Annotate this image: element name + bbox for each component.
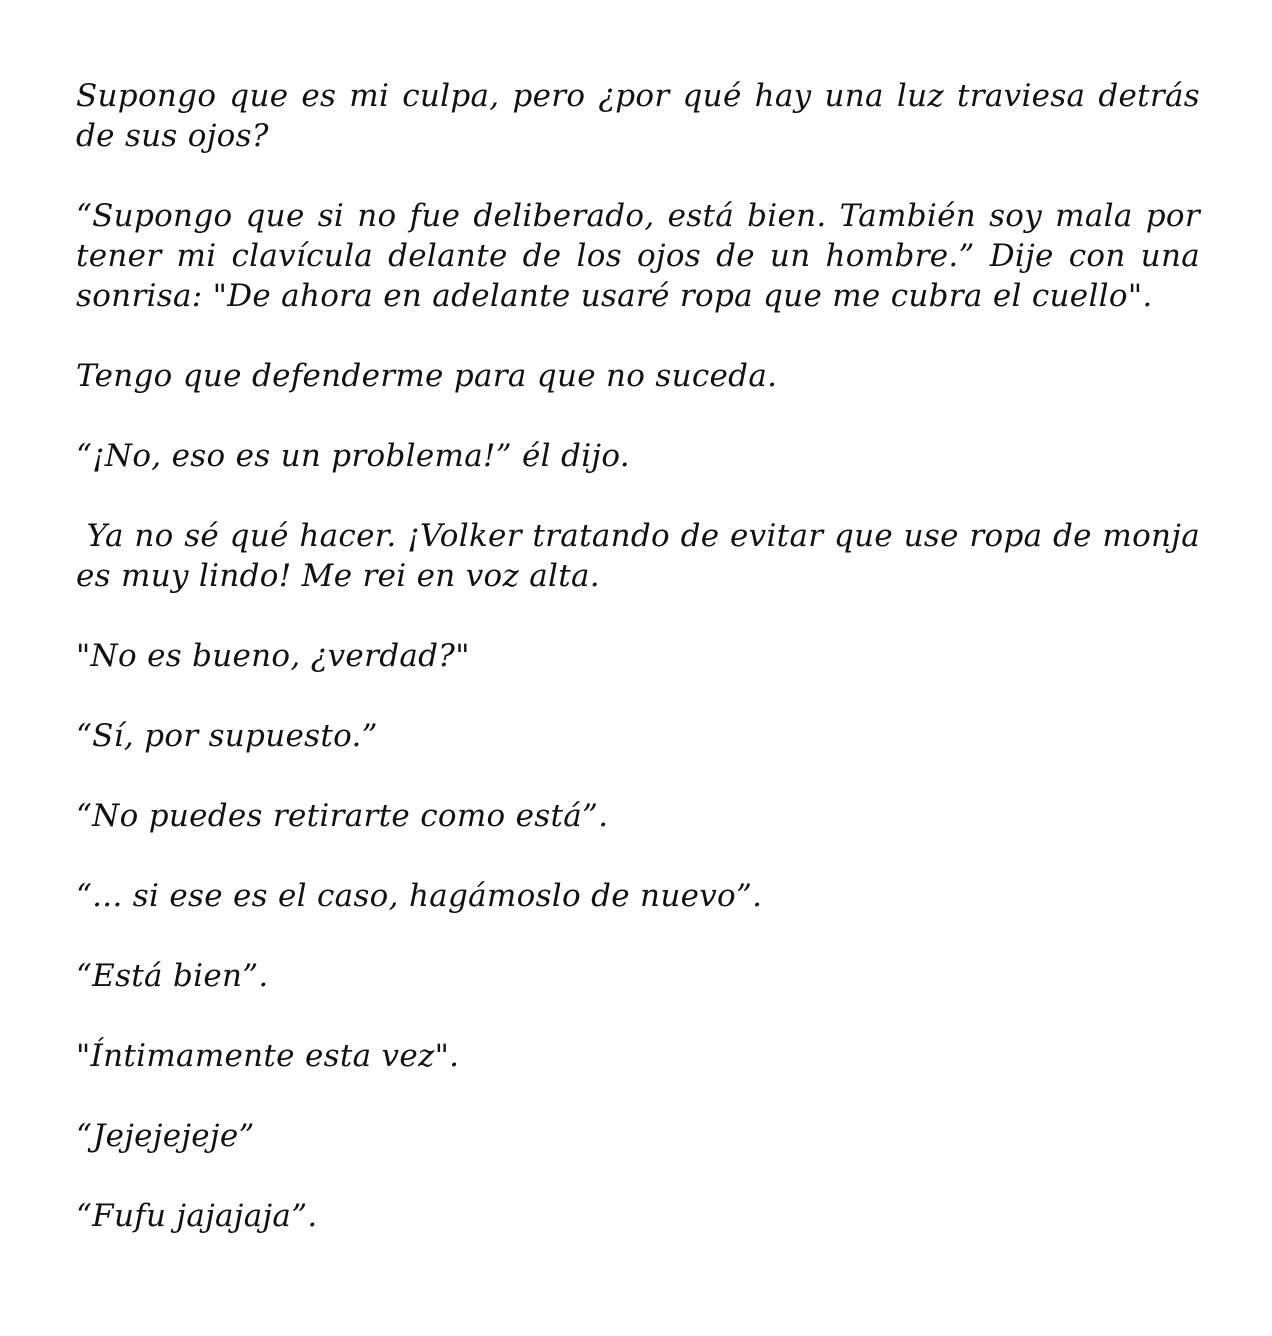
paragraph-1: Supongo que es mi culpa, pero ¿por qué hay una luz traviesa detrás de sus ojos? [76,78,1200,154]
paragraph-3: Tengo que defenderme para que no suceda. [76,358,778,394]
paragraph-5: Ya no sé qué hacer. ¡Volker tratando de evitar que use ropa de monja es muy lindo! Me rei en voz alta. [76,518,1211,594]
document-body [76,76,1211,1236]
paragraph-2: “Supongo que si no fue deliberado, está bien. También soy mala por tener mi clavícula delante de los ojos de un hombre.” Dije con una sonrisa: "De ahora en adelante usaré ropa que me cubra el cuello". [76,198,1200,314]
paragraph-11: "Íntimamente esta vez". [76,1038,460,1074]
paragraph-4: “¡No, eso es un problema!” él dijo. [76,438,630,474]
paragraph-13: “Fufu jajajaja”. [76,1198,318,1234]
paragraph-12: “Jejejejeje” [76,1118,255,1154]
paragraph-7: “Sí, por supuesto.” [76,718,378,754]
paragraph-10: “Está bien”. [76,958,269,994]
paragraph-6: "No es bueno, ¿verdad?" [76,638,470,674]
paragraph-9: “... si ese es el caso, hagámoslo de nuevo”. [76,878,763,914]
paragraph-8: “No puedes retirarte como está”. [76,798,609,834]
